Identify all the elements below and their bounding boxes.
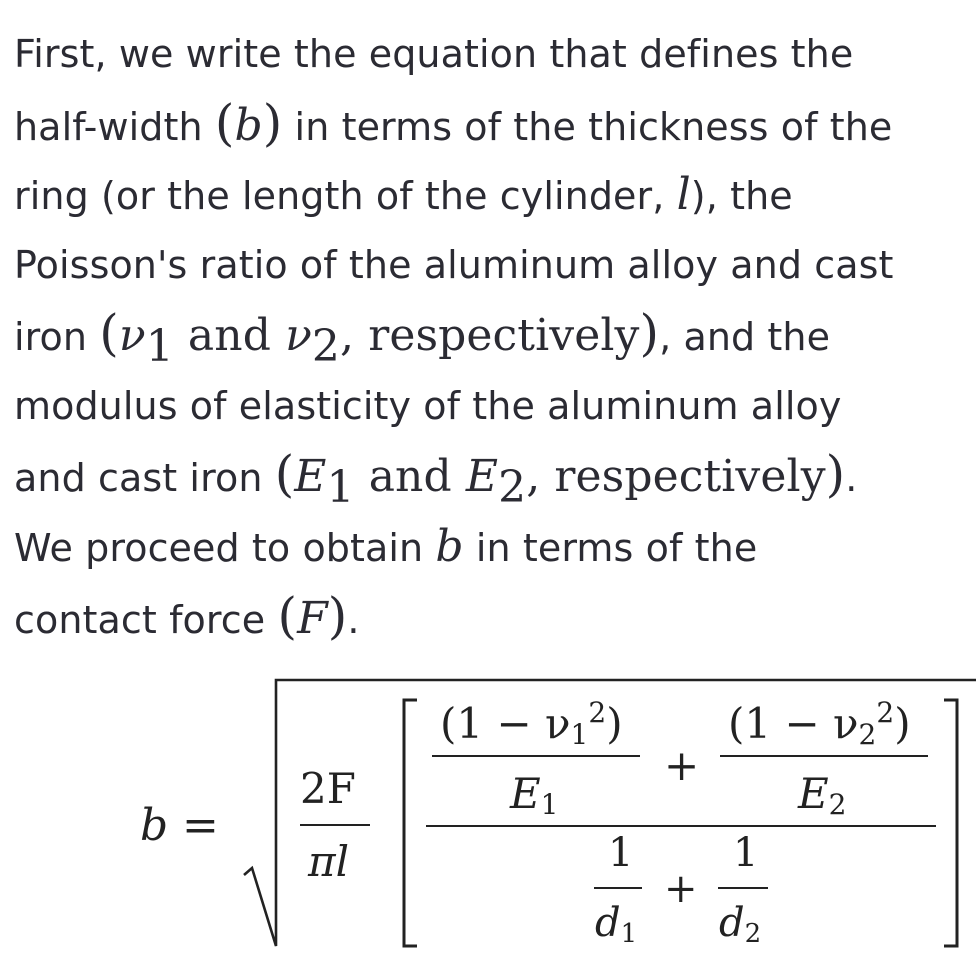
d2: d2	[719, 900, 762, 949]
plus-1: +	[664, 741, 700, 790]
text-line-1: First, we write the equation that defines the	[14, 32, 854, 76]
text-line-7: and cast iron ($E_1$ and $E_2$, respectively).	[14, 445, 858, 513]
frac-2f: 2F	[300, 764, 356, 813]
text-line-9: contact force (F).	[14, 587, 360, 645]
text-line-3: ring (or the length of the cylinder, l), the	[14, 169, 793, 220]
text-line-2: half-width (b) in terms of the thickness of the	[14, 93, 893, 152]
frac-pi-l: πl	[308, 837, 350, 886]
eq-b: b	[140, 800, 169, 851]
text-line-5: iron ($\nu_1$ and $\nu_2$, respectively), and the	[14, 304, 831, 372]
one-b: 1	[733, 830, 759, 876]
numerator-1: $(1 - \nu 1^2)$	[440, 696, 623, 751]
text-line-4: Poisson's ratio of the aluminum alloy and cast	[14, 242, 894, 287]
numerator-2: $(1 - \nu 2^2)$	[728, 696, 911, 751]
d1: d1	[595, 900, 638, 949]
right-bracket	[944, 700, 957, 946]
eq-equals: =	[182, 800, 219, 851]
denominator-e2: E2	[798, 769, 847, 821]
left-bracket	[404, 700, 417, 946]
denominator-e1: E1	[510, 769, 559, 821]
plus-2: +	[664, 866, 698, 912]
text-line-8: We proceed to obtain b in terms of the	[14, 520, 758, 572]
one-a: 1	[608, 830, 634, 876]
text-line-6: modulus of elasticity of the aluminum alloy	[14, 383, 842, 428]
